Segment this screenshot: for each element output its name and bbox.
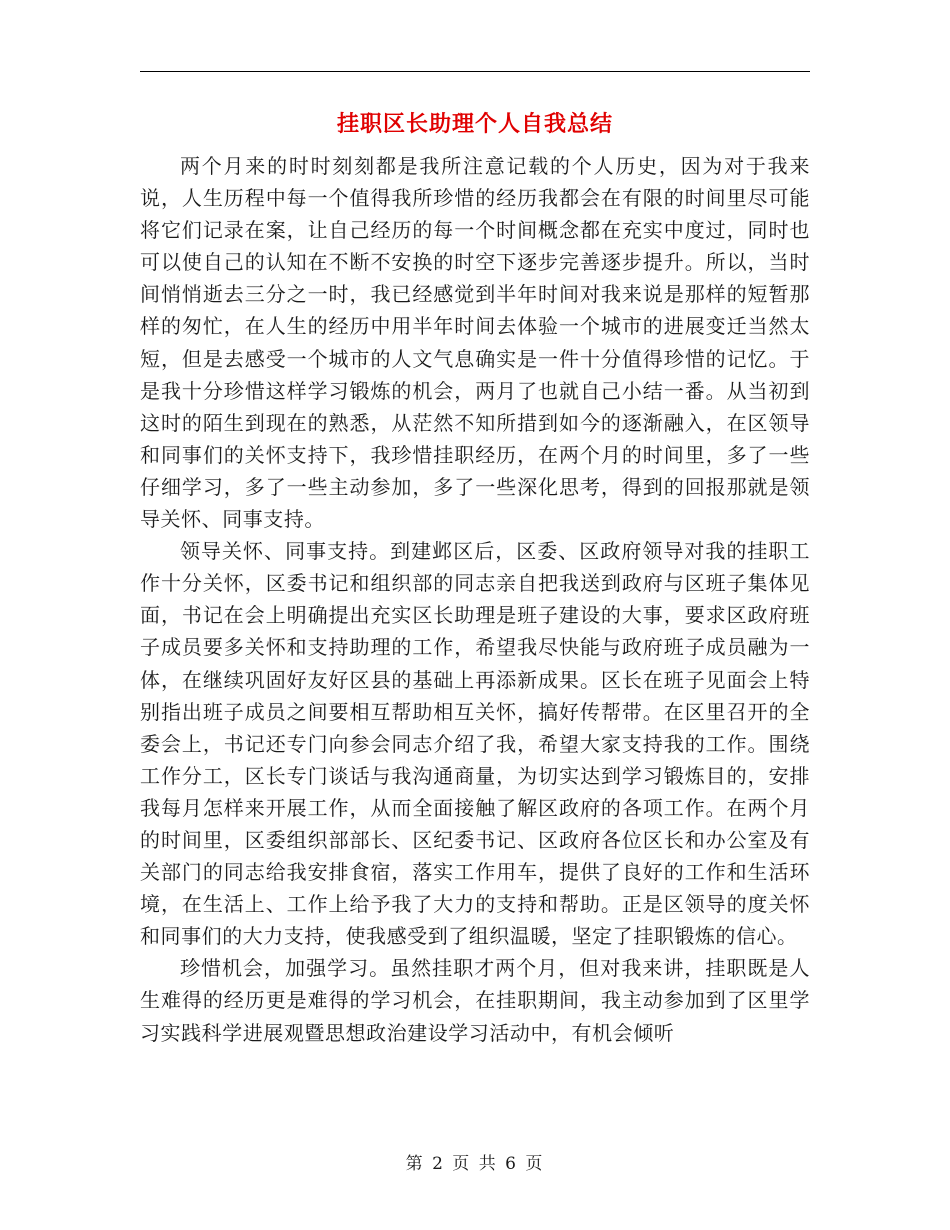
paragraph-1: 两个月来的时时刻刻都是我所注意记载的个人历史，因为对于我来说，人生历程中每一个值得我所珍惜的经历我都会在有限的时间里尽可能将它们记录在案，让自己经历的每一个时间概念都在充实中度过，同时也可以使自己的认知在不断不安换的时空下逐步完善逐步提升。所以，当时间悄悄逝去三分之一时，我已经感觉到半年时间对我来说是那样的短暂那样的匆忙，在人生的经历中用半年时间去体验一个城市的进展变迁当然太短，但是去感受一个城市的人文气息确实是一件十分值得珍惜的记忆。于是我十分珍惜这样学习锻炼的机会，两月了也就自己小结一番。从当初到这时的陌生到现在的熟悉，从茫然不知所措到如今的逐渐融入，在区领导和同事们的关怀支持下，我珍惜挂职经历，在两个月的时间里，多了一些仔细学习，多了一些主动参加，多了一些深化思考，得到的回报那就是领导关怀、同事支持。 <box>140 154 810 532</box>
paragraph-2: 领导关怀、同事支持。到建邺区后，区委、区政府领导对我的挂职工作十分关怀，区委书记和组织部的同志亲自把我送到政府与区班子集体见面，书记在会上明确提出充实区长助理是班子建设的大事，要求区政府班子成员要多关怀和支持助理的工作，希望我尽快能与政府班子成员融为一体，在继续巩固好友好区县的基础上再添新成果。区长在班子见面会上特别指出班子成员之间要相互帮助相互关怀，搞好传帮带。在区里召开的全委会上，书记还专门向参会同志介绍了我，希望大家支持我的工作。围绕工作分工，区长专门谈话与我沟通商量，为切实达到学习锻炼目的，安排我每月怎样来开展工作，从而全面接触了解区政府的各项工作。在两个月的时间里，区委组织部部长、区纪委书记、区政府各位区长和办公室及有关部门的同志给我安排食宿，落实工作用车，提供了良好的工作和生活环境，在生活上、工作上给予我了大力的支持和帮助。正是区领导的度关怀和同事们的大力支持，使我感受到了组织温暖，坚定了挂职锻炼的信心。 <box>140 539 810 949</box>
header-rule <box>140 71 810 72</box>
document-title: 挂职区长助理个人自我总结 <box>336 111 613 137</box>
paragraph-3: 珍惜机会，加强学习。虽然挂职才两个月，但对我来讲，挂职既是人生难得的经历更是难得的学习机会，在挂职期间，我主动参加到了区里学习实践科学进展观暨思想政治建设学习活动中，有机会倾听 <box>140 956 810 1045</box>
document-body <box>140 150 810 1049</box>
page-number-footer: 第 2 页 共 6 页 <box>405 1154 545 1174</box>
